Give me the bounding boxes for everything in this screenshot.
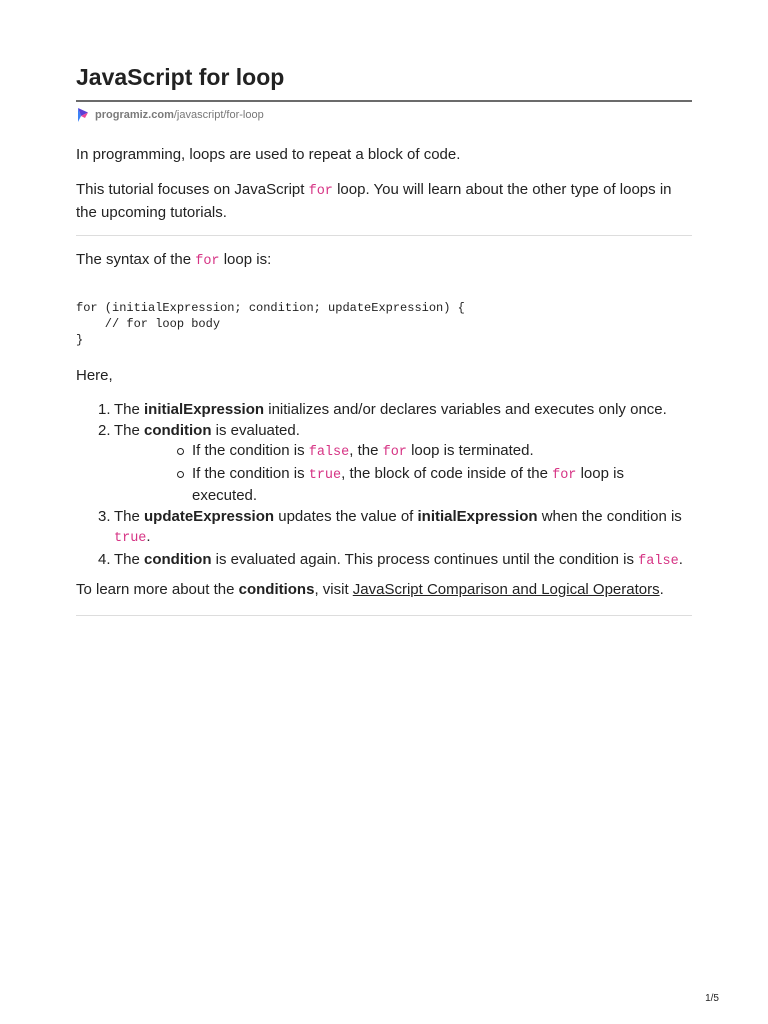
- learn-more-paragraph: To learn more about the conditions, visit JavaScript Comparison and Logical Operators.: [76, 581, 664, 598]
- inline-code: for: [382, 445, 407, 460]
- page-number: 1/5: [705, 993, 719, 1004]
- inline-code: true: [308, 467, 342, 483]
- code-block: for (initialExpression; condition; updateExpression) { // for loop body }: [76, 301, 465, 347]
- operators-link[interactable]: JavaScript Comparison and Logical Operators: [352, 581, 660, 598]
- here-paragraph: Here,: [76, 367, 113, 384]
- list-item: 1. The initialExpression initializes and/or declares variables and executes only once.: [98, 401, 667, 418]
- intro-paragraph: In programming, loops are used to repeat a block of code.: [76, 146, 461, 163]
- inline-code: false: [638, 553, 679, 569]
- source-url[interactable]: [76, 106, 264, 124]
- sub-list: [114, 441, 692, 507]
- circle-bullet-icon: [177, 471, 184, 478]
- source-path: /javascript/for-loop: [173, 109, 264, 121]
- list-item: 3. The updateExpression updates the value of initialExpression when the condition is true.: [98, 507, 682, 546]
- page-title: JavaScript for loop: [76, 64, 285, 90]
- syntax-paragraph: The syntax of the for loop is:: [76, 251, 272, 269]
- inline-code: false: [308, 445, 350, 460]
- programiz-logo-icon: [76, 107, 90, 123]
- inline-code: for: [552, 467, 577, 483]
- circle-bullet-icon: [177, 448, 184, 455]
- focus-paragraph: This tutorial focuses on JavaScript for loop. You will learn about the other type of loops in the upcoming tutorials.: [76, 181, 672, 221]
- list-item: 2. The condition is evaluated. If the condition is false, the for loop is terminated. If the condition is true, the block of code inside of the for loop is executed.: [76, 421, 692, 507]
- list-item: 4. The condition is evaluated again. This process continues until the condition is false.: [98, 550, 683, 569]
- inline-code: true: [114, 531, 147, 546]
- title-divider: [76, 100, 692, 102]
- inline-code: for: [308, 184, 333, 199]
- source-host: programiz.com: [95, 109, 174, 121]
- section-divider: [76, 615, 692, 616]
- sub-list-item: If the condition is false, the for loop is terminated.: [114, 441, 692, 464]
- sub-list-item: If the condition is true, the block of code inside of the for loop is executed.: [114, 464, 692, 507]
- steps-list: [76, 400, 692, 572]
- section-divider: [76, 235, 692, 236]
- inline-code: for: [195, 254, 220, 269]
